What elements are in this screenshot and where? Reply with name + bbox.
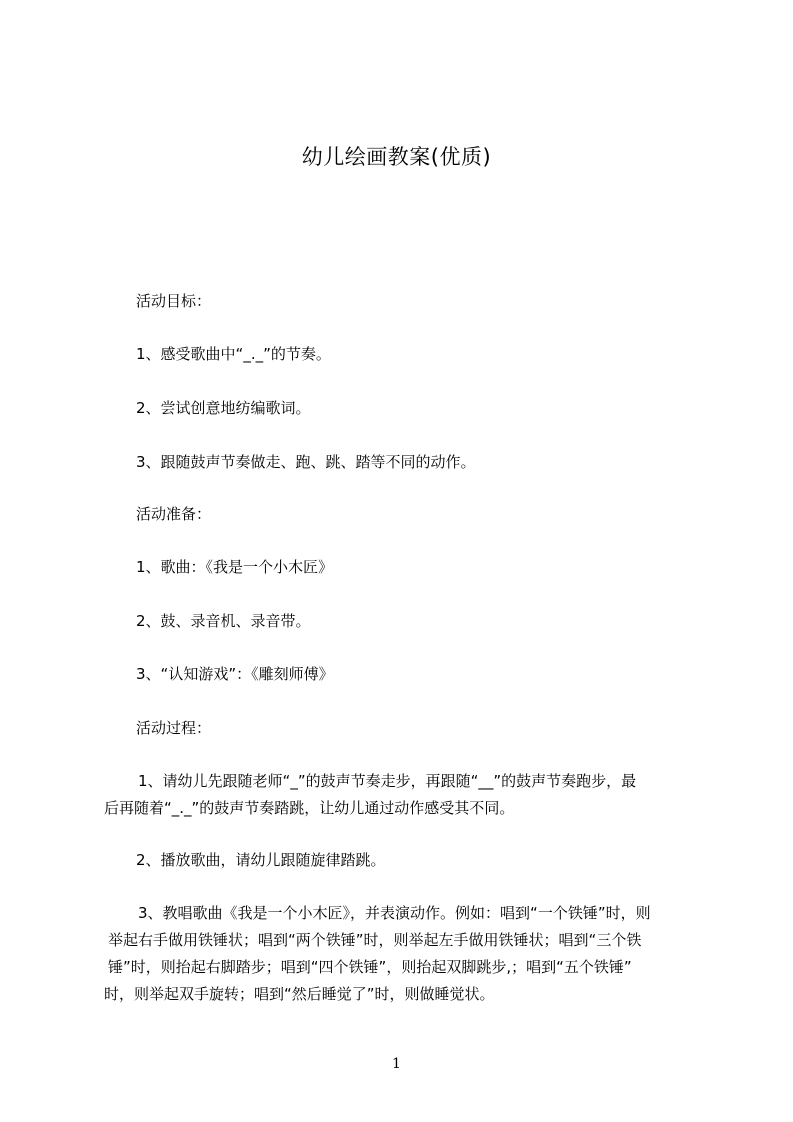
process-item-3-line-1: 3、教唱歌曲《我是一个小木匠》，并表演动作。例如：唱到“一个铁锤”时，则 [138,904,651,922]
prep-item-3: 3、“认知游戏”：《雕刻师傅》 [136,665,334,683]
goal-item-1: 1、感受歌曲中“_._”的节奏。 [136,345,331,363]
goal-heading: 活动目标： [136,292,212,310]
process-item-3-line-2: 举起右手做用铁锤状；唱到“两个铁锤”时，则举起左手做用铁锤状；唱到“三个铁 [108,931,642,949]
process-item-1-line-1: 1、请幼儿先跟随老师“_”的鼓声节奏走步，再跟随“__”的鼓声节奏跑步，最 [138,772,637,790]
document-title: 幼儿绘画教案(优质) [301,145,492,169]
goal-item-3: 3、跟随鼓声节奏做走、跑、跳、踏等不同的动作。 [136,453,476,471]
process-item-3-line-4: 时，则举起双手旋转；唱到“然后睡觉了”时，则做睡觉状。 [104,985,495,1003]
process-item-1-line-2: 后再随着“_._”的鼓声节奏踏跳，让幼儿通过动作感受其不同。 [104,799,515,817]
process-item-3-line-3: 锤”时，则抬起右脚踏步；唱到“四个铁锤”，则抬起双脚跳步,；唱到“五个铁锤” [108,958,632,976]
process-item-2: 2、播放歌曲，请幼儿跟随旋律踏跳。 [136,851,386,869]
prep-item-2: 2、鼓、录音机、录音带。 [136,612,311,630]
prep-heading: 活动准备： [136,505,212,523]
prep-item-1: 1、歌曲：《我是一个小木匠》 [136,558,334,576]
page-number: 1 [392,1056,401,1072]
process-heading: 活动过程： [136,719,212,737]
goal-item-2: 2、尝试创意地纺编歌词。 [136,399,311,417]
